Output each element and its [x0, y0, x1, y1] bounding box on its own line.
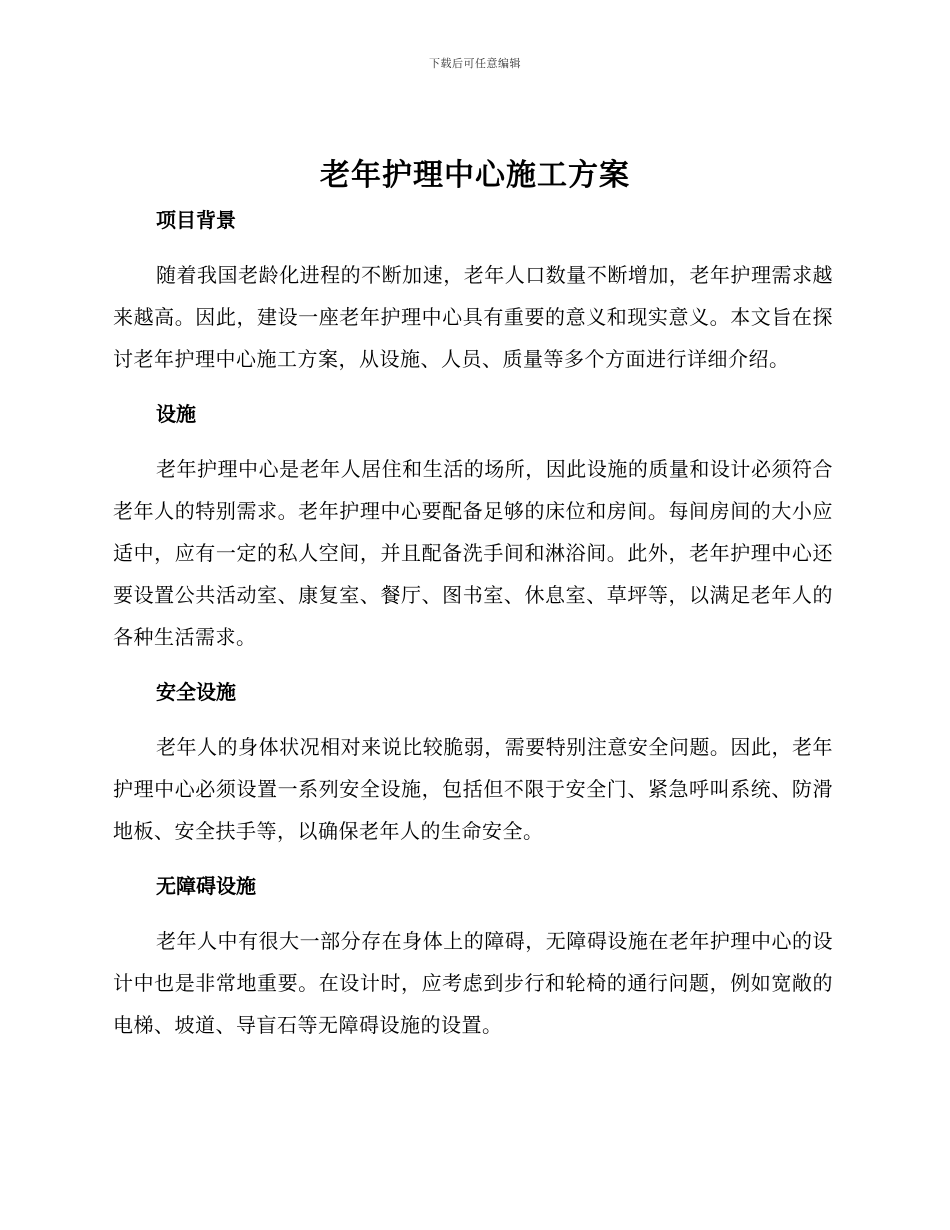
section-paragraph: 老年人的身体状况相对来说比较脆弱，需要特别注意安全问题。因此，老年护理中心必须设置一系列安全设施，包括但不限于安全门、紧急呼叫系统、防滑地板、安全扶手等，以确保老年人的生命安全。: [113, 735, 833, 843]
section-accessibility: [113, 866, 833, 1046]
section-background: [113, 200, 833, 394]
section-paragraph: 随着我国老龄化进程的不断加速，老年人口数量不断增加，老年护理需求越来越高。因此，建设一座老年护理中心具有重要的意义和现实意义。本文旨在探讨老年护理中心施工方案，从设施、人员、质量等多个方面进行详细介绍。: [113, 263, 833, 371]
section-safety: [113, 672, 833, 866]
header-note: 下载后可任意编辑: [429, 57, 521, 70]
page-title: 老年护理中心施工方案: [320, 158, 630, 193]
section-heading: 设施: [156, 402, 196, 426]
section-facilities: [113, 394, 833, 672]
section-heading: 无障碍设施: [156, 874, 256, 898]
section-heading: 项目背景: [156, 208, 236, 232]
section-paragraph: 老年护理中心是老年人居住和生活的场所，因此设施的质量和设计必须符合老年人的特别需求。老年护理中心要配备足够的床位和房间。每间房间的大小应适中，应有一定的私人空间，并且配备洗手间和淋浴间。此外，老年护理中心还要设置公共活动室、康复室、餐厅、图书室、休息室、草坪等，以满足老年人的各种生活需求。: [113, 457, 833, 649]
section-heading: 安全设施: [156, 680, 236, 704]
document-body: [113, 200, 833, 1046]
section-paragraph: 老年人中有很大一部分存在身体上的障碍，无障碍设施在老年护理中心的设计中也是非常地重要。在设计时，应考虑到步行和轮椅的通行问题，例如宽敞的电梯、坡道、导盲石等无障碍设施的设置。: [113, 929, 833, 1037]
